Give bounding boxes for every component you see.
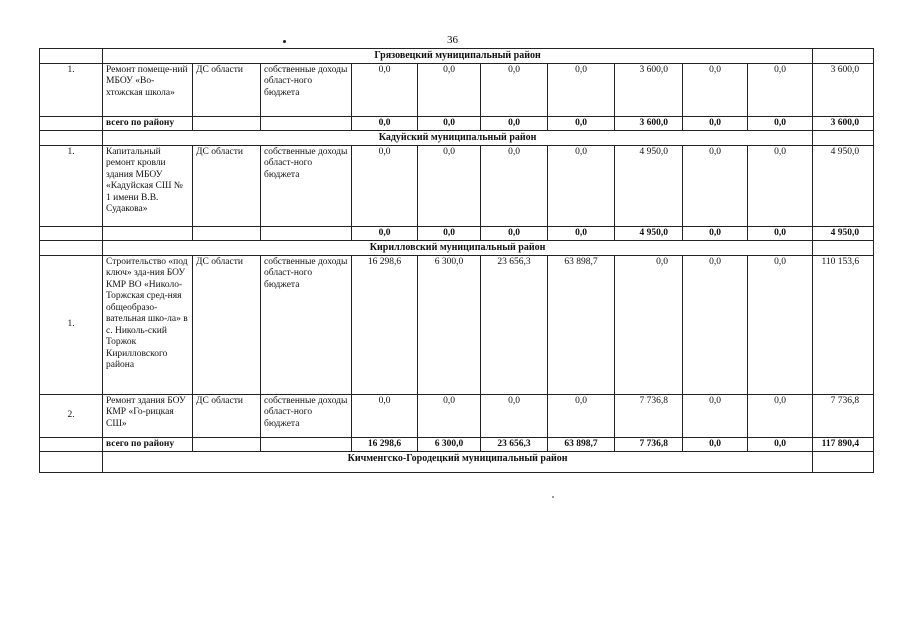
value-cell: 3 600,0 bbox=[813, 63, 874, 116]
section-header bbox=[40, 131, 874, 146]
total-value: 63 898,7 bbox=[548, 437, 615, 452]
total-blank-cell bbox=[193, 226, 261, 241]
value-cell: 0,0 bbox=[352, 145, 418, 226]
total-value: 0,0 bbox=[352, 226, 418, 241]
section-blank-cell bbox=[40, 131, 103, 146]
table-row bbox=[40, 255, 874, 394]
value-cell: 0,0 bbox=[683, 394, 748, 437]
value-cell: 0,0 bbox=[615, 255, 683, 394]
total-value: 0,0 bbox=[352, 116, 418, 131]
section-end-cell bbox=[813, 131, 874, 146]
section-title: Кадуйский муниципальный район bbox=[103, 131, 813, 146]
total-value: 0,0 bbox=[418, 116, 481, 131]
value-cell: 0,0 bbox=[481, 394, 548, 437]
section-end-cell bbox=[813, 49, 874, 64]
value-cell: 3 600,0 bbox=[615, 63, 683, 116]
total-value: 4 950,0 bbox=[615, 226, 683, 241]
total-blank-cell bbox=[261, 226, 352, 241]
row-index: 1. bbox=[40, 63, 103, 116]
section-end-cell bbox=[813, 241, 874, 256]
funding-source: собственные доходы област-ного бюджета bbox=[261, 63, 352, 116]
row-index: 1. bbox=[40, 145, 103, 226]
value-cell: 0,0 bbox=[548, 145, 615, 226]
section-blank-cell bbox=[40, 452, 103, 473]
table-row bbox=[40, 394, 874, 437]
funding-source: собственные доходы област-ного бюджета bbox=[261, 394, 352, 437]
total-row bbox=[40, 226, 874, 241]
value-cell: 0,0 bbox=[352, 394, 418, 437]
value-cell: 0,0 bbox=[748, 394, 813, 437]
section-title: Кичменгско-Городецкий муниципальный район bbox=[103, 452, 813, 473]
total-blank-cell bbox=[193, 116, 261, 131]
section-title: Грязовецкий муниципальный район bbox=[103, 49, 813, 64]
object-name: Строительство «под ключ» зда-ния БОУ КМР ВО «Николо-Торжская сред-няя общеобразо-вательная шко-ла» в с. Николь-ский Торжок Кирилловского района bbox=[103, 255, 193, 394]
total-blank-cell bbox=[40, 226, 103, 241]
total-value: 4 950,0 bbox=[813, 226, 874, 241]
value-cell: 23 656,3 bbox=[481, 255, 548, 394]
total-value: 0,0 bbox=[683, 116, 748, 131]
total-value: 0,0 bbox=[748, 226, 813, 241]
value-cell: 0,0 bbox=[548, 394, 615, 437]
section-blank-cell bbox=[40, 241, 103, 256]
total-value: 0,0 bbox=[481, 116, 548, 131]
total-value: 6 300,0 bbox=[418, 437, 481, 452]
table-row bbox=[40, 145, 874, 226]
total-value: 16 298,6 bbox=[352, 437, 418, 452]
total-value: 117 890,4 bbox=[813, 437, 874, 452]
value-cell: 0,0 bbox=[418, 394, 481, 437]
value-cell: 6 300,0 bbox=[418, 255, 481, 394]
value-cell: 4 950,0 bbox=[813, 145, 874, 226]
total-label: всего по району bbox=[103, 116, 193, 131]
total-value: 0,0 bbox=[548, 116, 615, 131]
customer: ДС области bbox=[193, 63, 261, 116]
scan-dot bbox=[283, 40, 286, 43]
budget-table bbox=[39, 48, 874, 473]
page-number: 36 bbox=[447, 34, 458, 46]
scan-speck bbox=[552, 496, 554, 498]
value-cell: 7 736,8 bbox=[615, 394, 683, 437]
row-index: 2. bbox=[40, 394, 103, 437]
total-blank-cell bbox=[261, 437, 352, 452]
value-cell: 4 950,0 bbox=[615, 145, 683, 226]
value-cell: 0,0 bbox=[418, 145, 481, 226]
value-cell: 0,0 bbox=[683, 255, 748, 394]
row-index: 1. bbox=[40, 255, 103, 394]
funding-source: собственные доходы област-ного бюджета bbox=[261, 255, 352, 394]
total-value: 7 736,8 bbox=[615, 437, 683, 452]
section-header bbox=[40, 241, 874, 256]
value-cell: 0,0 bbox=[548, 63, 615, 116]
total-value: 0,0 bbox=[548, 226, 615, 241]
value-cell: 0,0 bbox=[352, 63, 418, 116]
total-value: 0,0 bbox=[683, 226, 748, 241]
funding-source: собственные доходы област-ного бюджета bbox=[261, 145, 352, 226]
customer: ДС области bbox=[193, 255, 261, 394]
object-name: Ремонт здания БОУ КМР «Го-рицкая СШ» bbox=[103, 394, 193, 437]
customer: ДС области bbox=[193, 394, 261, 437]
total-row bbox=[40, 116, 874, 131]
total-value: 0,0 bbox=[748, 116, 813, 131]
section-blank-cell bbox=[40, 49, 103, 64]
value-cell: 0,0 bbox=[418, 63, 481, 116]
section-title: Кирилловский муниципальный район bbox=[103, 241, 813, 256]
section-end-cell bbox=[813, 452, 874, 473]
total-blank-cell bbox=[261, 116, 352, 131]
value-cell: 0,0 bbox=[481, 63, 548, 116]
table-row bbox=[40, 63, 874, 116]
table-body bbox=[40, 49, 874, 473]
value-cell: 0,0 bbox=[683, 145, 748, 226]
total-label bbox=[103, 226, 193, 241]
value-cell: 0,0 bbox=[481, 145, 548, 226]
total-value: 0,0 bbox=[418, 226, 481, 241]
value-cell: 0,0 bbox=[748, 145, 813, 226]
value-cell: 0,0 bbox=[748, 255, 813, 394]
object-name: Капитальный ремонт кровли здания МБОУ «Кадуйская СШ № 1 имени В.В. Судакова» bbox=[103, 145, 193, 226]
value-cell: 0,0 bbox=[748, 63, 813, 116]
value-cell: 63 898,7 bbox=[548, 255, 615, 394]
section-header bbox=[40, 452, 874, 473]
total-row bbox=[40, 437, 874, 452]
value-cell: 16 298,6 bbox=[352, 255, 418, 394]
customer: ДС области bbox=[193, 145, 261, 226]
total-value: 3 600,0 bbox=[615, 116, 683, 131]
total-value: 0,0 bbox=[481, 226, 548, 241]
value-cell: 110 153,6 bbox=[813, 255, 874, 394]
value-cell: 0,0 bbox=[683, 63, 748, 116]
total-value: 3 600,0 bbox=[813, 116, 874, 131]
section-header bbox=[40, 49, 874, 64]
total-value: 0,0 bbox=[683, 437, 748, 452]
total-label: всего по району bbox=[103, 437, 193, 452]
total-value: 0,0 bbox=[748, 437, 813, 452]
total-blank-cell bbox=[193, 437, 261, 452]
total-blank-cell bbox=[40, 437, 103, 452]
total-blank-cell bbox=[40, 116, 103, 131]
object-name: Ремонт помеще-ний МБОУ «Во-хтожская школа» bbox=[103, 63, 193, 116]
value-cell: 7 736,8 bbox=[813, 394, 874, 437]
total-value: 23 656,3 bbox=[481, 437, 548, 452]
